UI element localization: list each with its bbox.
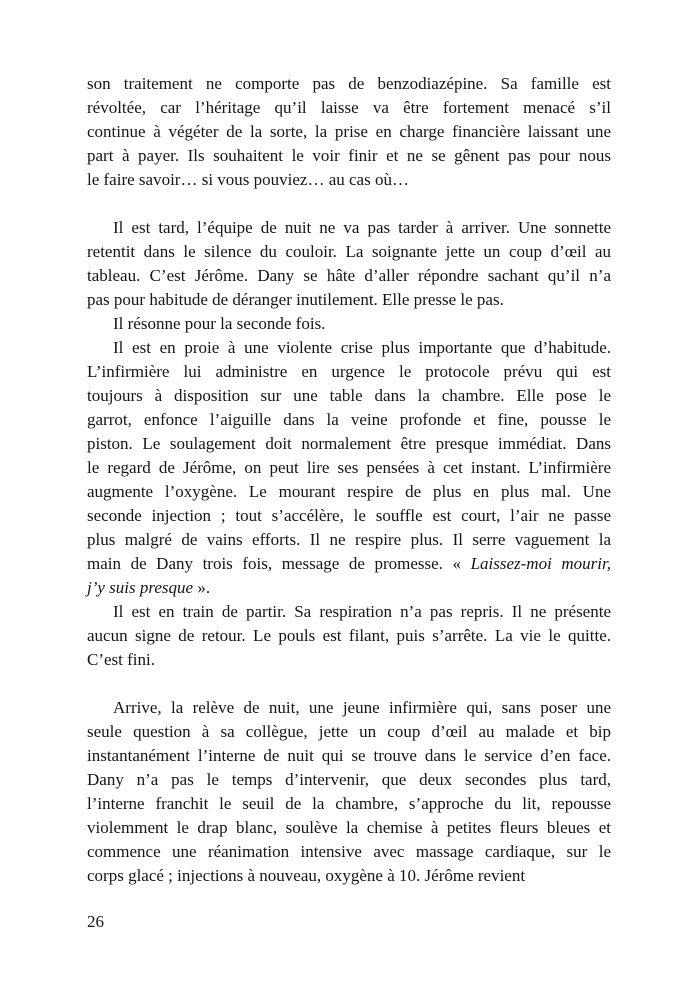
text-line: corps glacé ; injections à nouveau, oxygène à 10. Jérôme revient [87, 866, 526, 885]
text-line [87, 552, 611, 576]
text-line: commence une réanimation intensive avec massage cardiaque, sur le [87, 842, 611, 861]
text-segment: ». [193, 578, 211, 597]
page-text [87, 72, 611, 888]
text-line: continue à végéter de la sorte, la prise en charge financière laissant une [87, 122, 611, 141]
text-line: seule question à sa collègue, jette un coup d’œil au malade et bip [87, 722, 611, 741]
text-line: tableau. C’est Jérôme. Dany se hâte d’aller répondre sachant qu’il n’a [87, 266, 611, 285]
text-line: révoltée, car l’héritage qu’il laisse va être fortement menacé s’il [87, 98, 611, 117]
italic-quote-text: j’y suis presque [87, 578, 194, 597]
text-line: Il est en train de partir. Sa respiration n’a pas repris. Il ne présente [113, 602, 611, 621]
paragraph [87, 312, 611, 336]
text-line: seconde injection ; tout s’accélère, le souffle est court, l’air ne passe [87, 506, 611, 525]
text-line: piston. Le soulagement doit normalement être presque immédiat. Dans [87, 434, 611, 453]
paragraph [87, 336, 611, 600]
text-line: Il est en proie à une violente crise plus importante que d’habitude. [113, 338, 611, 357]
paragraph [87, 600, 611, 672]
text-line: son traitement ne comporte pas de benzodiazépine. Sa famille est [87, 74, 611, 93]
text-line: part à payer. Ils souhaitent le voir finir et ne se gênent pas pour nous [87, 146, 611, 165]
text-line: garrot, enfonce l’aiguille dans la veine profonde et fine, pousse le [87, 410, 611, 429]
text-line: retentit dans le silence du couloir. La soignante jette un coup d’œil au [87, 242, 611, 261]
paragraph [87, 216, 611, 312]
page-number: 26 [87, 912, 104, 931]
paragraph [87, 72, 611, 192]
text-line: l’interne franchit le seuil de la chambre, s’approche du lit, repousse [87, 794, 611, 813]
text-line: aucun signe de retour. Le pouls est filant, puis s’arrête. La vie le quitte. [87, 626, 611, 645]
text-line: Arrive, la relève de nuit, une jeune infirmière qui, sans poser une [113, 698, 611, 717]
text-line: pas pour habitude de déranger inutilement. Elle presse le pas. [87, 290, 504, 309]
text-line [87, 576, 611, 600]
text-line: le regard de Jérôme, on peut lire ses pensées à cet instant. L’infirmière [87, 458, 611, 477]
text-line: Il est tard, l’équipe de nuit ne va pas tarder à arriver. Une sonnette [113, 218, 611, 237]
text-line: Il résonne pour la seconde fois. [113, 314, 326, 333]
text-line: plus malgré de vains efforts. Il ne respire plus. Il serre vaguement la [87, 530, 611, 549]
text-segment: main de Dany trois fois, message de promesse. « [87, 554, 471, 573]
text-line: Dany n’a pas le temps d’intervenir, que deux secondes plus tard, [87, 770, 611, 789]
text-line: le faire savoir… si vous pouviez… au cas où… [87, 170, 409, 189]
text-line: augmente l’oxygène. Le mourant respire de plus en plus mal. Une [87, 482, 611, 501]
paragraph [87, 696, 611, 888]
text-line: toujours à disposition sur une table dans la chambre. Elle pose le [87, 386, 611, 405]
text-line: C’est fini. [87, 650, 155, 669]
text-line: L’infirmière lui administre en urgence le protocole prévu qui est [87, 362, 611, 381]
italic-quote-text: Laissez-moi mourir, [470, 554, 611, 573]
text-line: instantanément l’interne de nuit qui se trouve dans le service d’en face. [87, 746, 611, 765]
text-line: violemment le drap blanc, soulève la chemise à petites fleurs bleues et [87, 818, 611, 837]
